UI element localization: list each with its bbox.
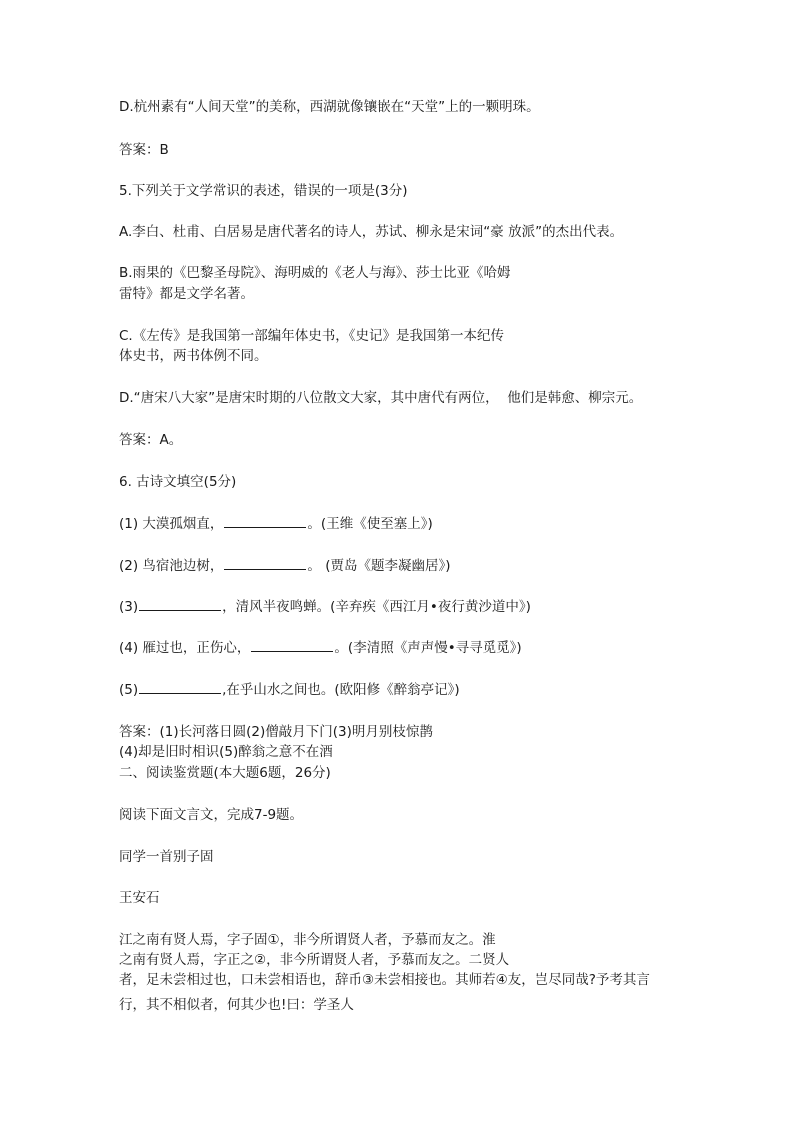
q6-item-4 <box>119 639 522 657</box>
q5-option-b-line1: B.雨果的《巴黎圣母院》、海明威的《老人与海》、莎士比亚《哈姆 <box>119 265 511 281</box>
answer-blank <box>251 639 333 652</box>
section-heading: 二、阅读鉴赏题(本大题6题，26分) <box>119 765 331 781</box>
q6-item-1-source: 。(王维《使至塞上》) <box>307 516 433 532</box>
q4-answer: 答案：B <box>119 142 169 158</box>
q5-answer: 答案：A。 <box>119 432 183 448</box>
q6-item-3-prefix: (3) <box>119 599 139 615</box>
q6-item-4-prefix: (4) 雁过也，正伤心， <box>119 640 251 656</box>
q6-item-5-prefix: (5) <box>119 682 139 698</box>
q6-item-3 <box>119 598 531 616</box>
q5-stem: 5.下列关于文学常识的表述，错误的一项是(3分) <box>119 183 408 199</box>
q5-option-d: D.“唐宋八大家”是唐宋时期的八位散文大家，其中唐代有两位， 他们是韩愈、柳宗元。 <box>119 390 643 406</box>
passage-line-4: 行，其不相似者，何其少也!曰：学圣人 <box>119 997 354 1013</box>
answer-blank <box>224 557 306 570</box>
q6-item-1-prefix: (1) 大漠孤烟直， <box>119 516 224 532</box>
q5-option-a: A.李白、杜甫、白居易是唐代著名的诗人，苏试、柳永是宋词“豪 放派”的杰出代表。 <box>119 224 624 240</box>
q6-item-4-source: 。(李清照《声声慢•寻寻觅觅》) <box>334 640 522 656</box>
q5-option-b-line2: 雷特》都是文学名著。 <box>119 286 254 302</box>
q4-option-d: D.杭州素有“人间天堂”的美称，西湖就像镶嵌在“天堂”上的一颗明珠。 <box>119 99 540 115</box>
answer-blank <box>224 515 306 528</box>
passage-line-1: 江之南有贤人焉，字子固①，非今所谓贤人者，予慕而友之。淮 <box>119 932 496 948</box>
reading-instruction: 阅读下面文言文，完成7-9题。 <box>119 807 304 823</box>
q6-item-2-source: 。 (贾岛《题李凝幽居》) <box>307 558 451 574</box>
passage-line-2: 之南有贤人焉，字正之②，非今所谓贤人者，予慕而友之。二贤人 <box>119 952 510 968</box>
q5-option-c-line1: C.《左传》是我国第一部编年体史书，《史记》是我国第一本纪传 <box>119 328 504 344</box>
answer-blank <box>139 681 221 694</box>
q6-answer-line2: (4)却是旧时相识(5)醉翁之意不在酒 <box>119 744 333 760</box>
passage-author: 王安石 <box>119 890 160 906</box>
q6-item-5-source: ,在乎山水之间也。(欧阳修《醉翁亭记》) <box>222 682 460 698</box>
q6-item-3-source: ，清风半夜鸣蝉。(辛弃疾《西江月•夜行黄沙道中》) <box>222 599 531 615</box>
answer-blank <box>139 598 221 611</box>
q5-option-c-line2: 体史书，两书体例不同。 <box>119 348 268 364</box>
passage-line-3: 者，足未尝相过也，口未尝相语也，辞币③未尝相接也。其师若④友，岂尽同哉?予考其言 <box>119 972 650 988</box>
q6-item-1 <box>119 515 433 533</box>
q6-answer-line1: 答案：(1)长河落日圆(2)僧敲月下门(3)明月别枝惊鹊 <box>119 724 433 740</box>
q6-item-2-prefix: (2) 鸟宿池边树， <box>119 558 224 574</box>
passage-title: 同学一首别子固 <box>119 849 214 865</box>
q6-item-5 <box>119 681 460 699</box>
q6-item-2 <box>119 557 451 575</box>
q6-stem: 6. 古诗文填空(5分) <box>119 474 237 490</box>
